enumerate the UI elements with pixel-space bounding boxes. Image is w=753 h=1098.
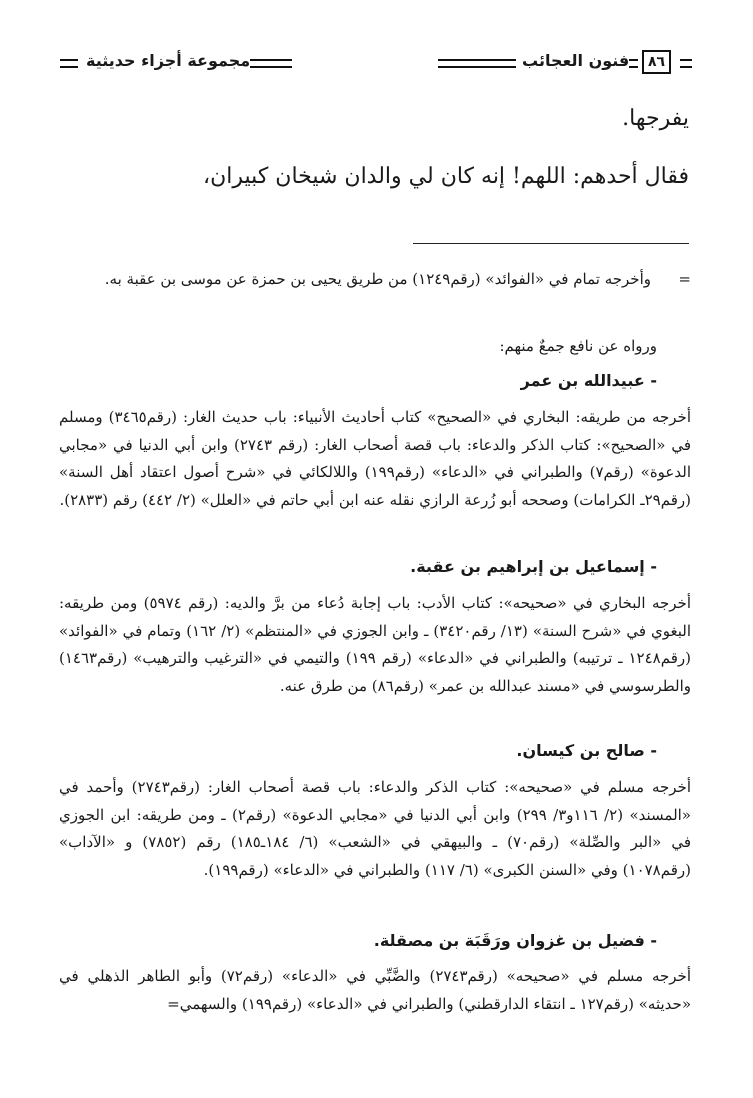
section-heading: - صالح بن كيسان. (516, 741, 657, 760)
running-header (60, 44, 692, 80)
section-heading: - فضيل بن غزوان ورَقَبَة بن مصقلة. (373, 931, 657, 950)
section-text: أخرجه البخاري في «صحيحه»: كتاب الأدب: باب إجابة دُعاء من برَّ والديه: (رقم ٥٩٧٤) ومن طريقه: البغوي في «شرح السنة» (١٣/ رقم٣٤٢٠) ـ وابن الجوزي في «المنتظم» (٢/ ١٦٢) وتمام في «الفوائد» (رقم١٢٤٨ ـ ترتيبه) والطبراني في «الدعاء» (رقم ١٩٩) والتيمي في «الترغيب والترهيب» (رقم١٤٦٣) والطرسوسي في «مسند عبدالله بن عمر» (رقم٨٦) من طرق عنه. (59, 594, 691, 695)
header-rule-segment (60, 59, 78, 68)
section-text: أخرجه من طريقه: البخاري في «الصحيح» كتاب أحاديث الأنبياء: باب حديث الغار: (رقم٣٤٦٥) ومسلم في «الصحيح»: كتاب الذكر والدعاء: باب قصة أصحاب الغار: (رقم ٢٧٤٣) وابن أبي الدنيا في «مجابي الدعوة» (رقم٧) والطبراني في «الدعاء» (رقم١٩٩) واللالكائي في «شرح أصول اعتقاد أهل السنة» (رقم٢٩ـ الكرامات) وصححه أبو زُرعة الرازي نقله عنه ابن أبي حاتم في «العلل» (٢/ ٤٤٢) رقم (٢٨٣٣). (59, 408, 691, 509)
section-heading: - إسماعيل بن إبراهيم بن عقبة. (410, 557, 657, 576)
section-heading: - عبيدالله بن عمر (520, 371, 657, 390)
footnote-intro: ورواه عن نافع جمعٌ منهم: (499, 337, 657, 355)
main-text-line: يفرجها. (622, 106, 689, 131)
main-text-line: فقال أحدهم: اللهم! إنه كان لي والدان شيخان كبيران، (203, 164, 689, 189)
book-title: مجموعة أجزاء حديثية (86, 51, 251, 70)
section-text: أخرجه مسلم في «صحيحه»: كتاب الذكر والدعاء: باب قصة أصحاب الغار: (رقم٢٧٤٣) وأحمد في «المسند» (٢/ ١١٦و٣/ ٢٩٩) وابن أبي الدنيا في «مجابي الدعوة» (رقم٢) ـ ومن طريقه: ابن الجوزي في «البر والصِّلة» (رقم٧٠) ـ والبيهقي في «الشعب» (٦/ ١٨٤ـ١٨٥) رقم (٧٨٥٢) و «الآداب» (رقم١٠٧٨) وفي «السنن الكبرى» (٦/ ١١٧) والطبراني في «الدعاء» (رقم١٩٩). (59, 778, 691, 879)
header-rule-segment (680, 59, 692, 68)
header-rule-segment (628, 59, 638, 68)
chapter-title: فنون العجائب (522, 51, 630, 70)
header-decor (60, 50, 692, 72)
footnote-divider (413, 243, 689, 244)
footnote-first (61, 266, 691, 293)
header-rule-segment (438, 59, 516, 68)
page-number: ٨٦ (642, 50, 671, 74)
section-text: أخرجه مسلم في «صحيحه» (رقم٢٧٤٣) والضَّبِّي في «الدعاء» (رقم٧٢) وأبو الطاهر الذهلي في «حديثه» (رقم١٢٧ ـ انتقاء الدارقطني) والطبراني في «الدعاء» (رقم١٩٩) والسهمي= (59, 967, 691, 1013)
footnote-first-text: وأخرجه تمام في «الفوائد» (رقم١٢٤٩) من طريق يحيى بن حمزة عن موسى بن عقبة به. (104, 270, 651, 288)
continuation-mark: = (678, 270, 691, 288)
